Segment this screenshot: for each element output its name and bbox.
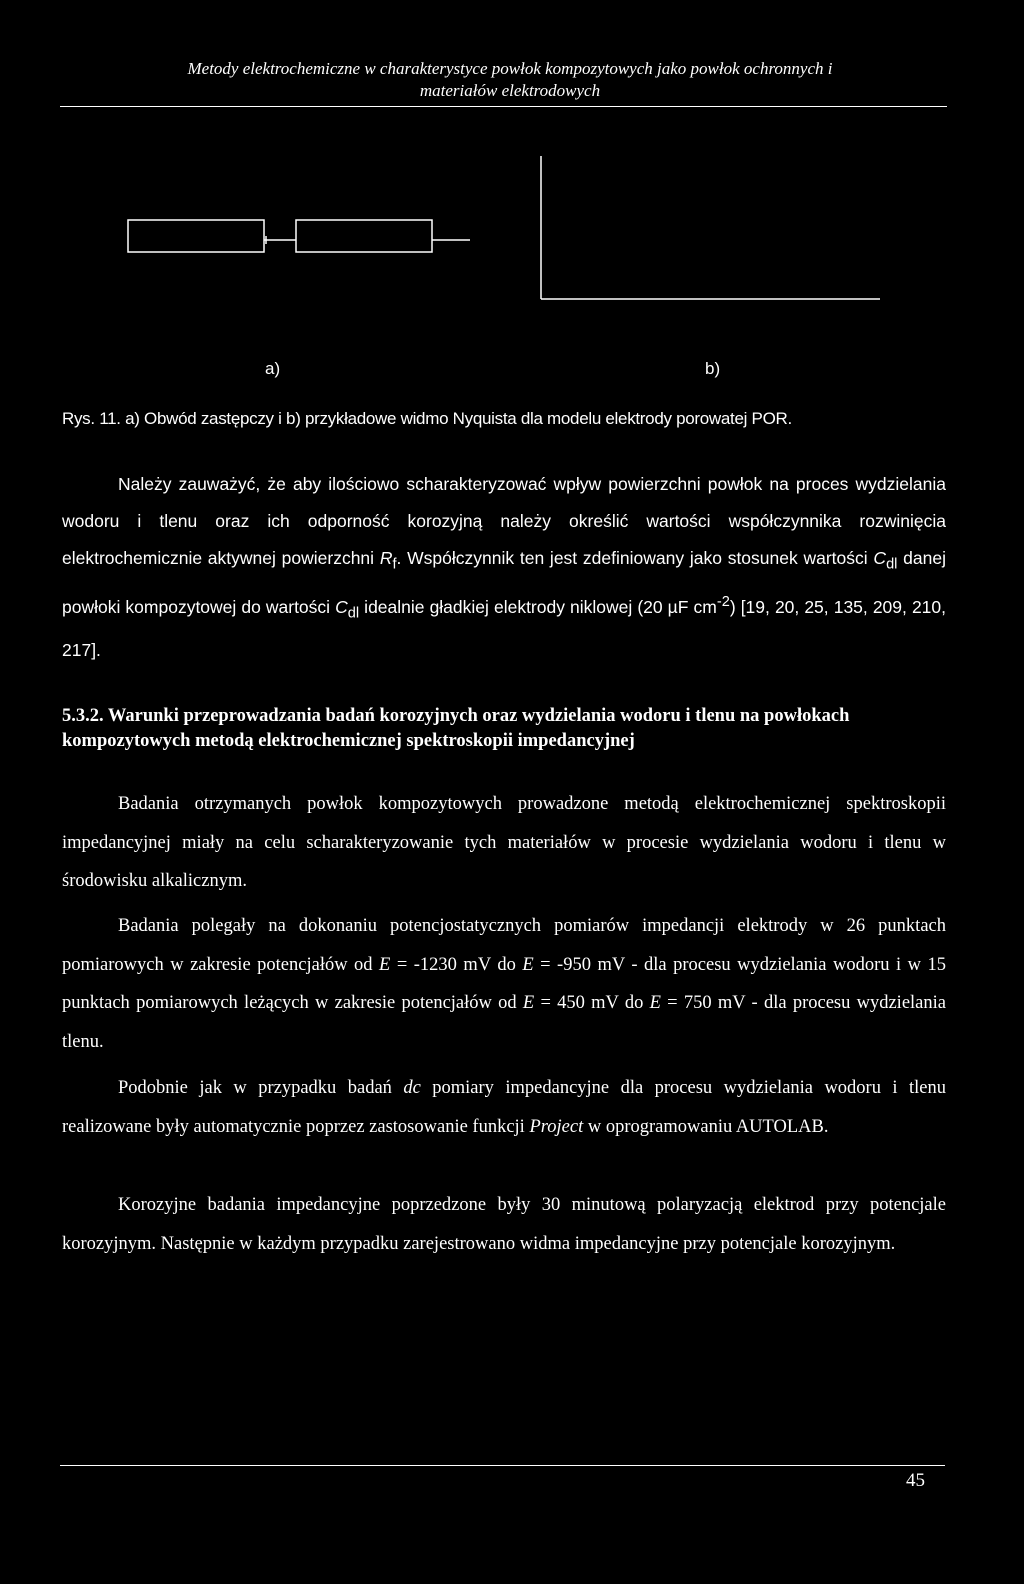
figure-label-b: b) xyxy=(705,359,721,378)
p4-text-3: w oprogramowaniu AUTOLAB. xyxy=(583,1116,829,1137)
p4-text-2: pomiary impedancyjne dla procesu wydzielania wodoru i tlenu realizowane były automatycznie poprzez zastosowanie funkcji xyxy=(62,1078,946,1137)
symbol-c-subscript-2: dl xyxy=(347,604,360,621)
paragraph-3 xyxy=(62,907,946,1061)
circuit-element-2 xyxy=(296,220,432,252)
symbol-e-3: E xyxy=(522,993,535,1013)
p3-text-4: = 450 mV do xyxy=(534,993,650,1013)
equivalent-circuit-diagram xyxy=(128,220,470,252)
p1-text-5: ) [19, 20, 25, 135, 209, 210, 217]. xyxy=(62,596,947,660)
paragraph-1 xyxy=(62,466,946,669)
nyquist-plot-axes xyxy=(541,156,880,299)
p1-text-2: . Współczynnik ten jest zdefiniowany jako stosunek wartości xyxy=(396,548,874,568)
symbol-c-subscript: dl xyxy=(886,556,898,573)
p3-text-3: = -950 mV - dla procesu wydzielania wodoru i w 15 punktach pomiarowych leżących w zakresie potencjałów od xyxy=(62,954,946,1013)
figure-rys-11 xyxy=(0,150,1024,310)
figure-label-a: a) xyxy=(265,359,281,378)
circuit-element-1 xyxy=(128,220,264,252)
unit-exponent: -2 xyxy=(716,593,730,610)
page-number: 45 xyxy=(906,1470,925,1491)
symbol-e-2: E xyxy=(522,954,534,975)
symbol-c-2: C xyxy=(335,596,348,617)
p3-text-2: = -1230 mV do xyxy=(390,954,523,975)
p1-text-3: danej powłoki kompozytowej do wartości xyxy=(62,548,946,617)
p4-text-1: Podobnie jak w przypadku badań xyxy=(118,1078,404,1098)
header-title-line2: materiałów elektrodowych xyxy=(419,81,601,100)
running-header xyxy=(60,58,960,102)
header-rule xyxy=(60,106,947,107)
figure-caption: Rys. 11. a) Obwód zastępczy i b) przykładowe widmo Nyquista dla modelu elektrody porowatej POR. xyxy=(62,409,792,428)
paragraph-2: Badania otrzymanych powłok kompozytowych prowadzone metodą elektrochemicznej spektroskopii impedancyjnej miały na celu scharakteryzowanie tych materiałów w procesie wydzielania wodoru i tlenu w środowisku alkalicznym. xyxy=(62,794,946,891)
paragraph-4 xyxy=(62,1069,946,1146)
symbol-r: R xyxy=(379,548,393,568)
symbol-e-1: E xyxy=(379,954,391,975)
header-title-line1: Metody elektrochemiczne w charakterystyce powłok kompozytowych jako powłok ochronnych i xyxy=(187,59,833,78)
p1-text-1: Należy zauważyć, że aby ilościowo scharakteryzować wpływ powierzchni powłok na proces wydzielania wodoru i tlenu oraz ich odporność korozyjną należy określić wartości współczynnika rozwinięcia elektrochemicznie aktywnej powierzchni xyxy=(62,474,946,568)
p3-text-5: = 750 mV - dla procesu wydzielania tlenu. xyxy=(62,993,946,1052)
term-dc: dc xyxy=(403,1078,421,1098)
section-heading: 5.3.2. Warunki przeprowadzania badań korozyjnych oraz wydzielania wodoru i tlenu na powłokach kompozytowych metodą elektrochemicznej spektroskopii impedancyjnej xyxy=(62,706,850,751)
p3-text-1: Badania polegały na dokonaniu potencjostatycznych pomiarów impedancji elektrody w 26 punktach pomiarowych w zakresie potencjałów od xyxy=(62,916,946,975)
symbol-e-4: E xyxy=(649,993,661,1013)
paragraph-5: Korozyjne badania impedancyjne poprzedzone były 30 minutową polaryzacją elektrod przy potencjale korozyjnym. Następnie w każdym przypadku zarejestrowano widma impedancyjne przy potencjale korozyjnym. xyxy=(62,1195,946,1254)
symbol-r-subscript: f xyxy=(392,556,397,573)
symbol-c: C xyxy=(873,548,887,568)
p1-text-4: idealnie gładkiej elektrody niklowej (20 µF cm xyxy=(359,596,717,617)
footer-rule xyxy=(60,1465,945,1466)
term-project: Project xyxy=(529,1116,584,1137)
